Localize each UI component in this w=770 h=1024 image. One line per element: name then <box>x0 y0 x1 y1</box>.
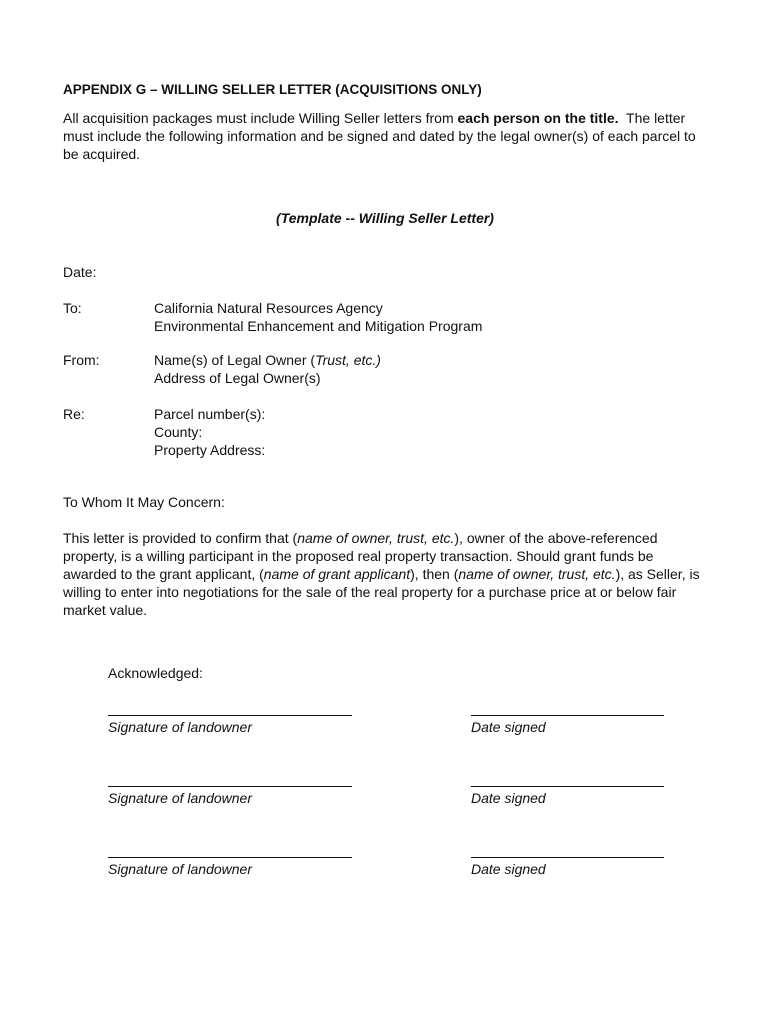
acknowledged-label: Acknowledged: <box>108 665 203 681</box>
body-paragraph <box>63 529 708 619</box>
from-line-1 <box>154 351 381 369</box>
from-label: From: <box>63 352 100 368</box>
date-signed-caption: Date signed <box>471 719 546 735</box>
body-italic-owner-2: name of owner, trust, etc. <box>458 566 616 582</box>
intro-paragraph <box>63 109 703 163</box>
signature-caption: Signature of landowner <box>108 861 252 877</box>
body-italic-owner: name of owner, trust, etc. <box>297 530 455 546</box>
intro-text-end: The letter must include the following information and be signed and dated by the legal owner(s) of each parcel to be acquired. <box>63 110 700 162</box>
intro-text-start: All acquisition packages must include Willing Seller letters from <box>63 110 458 126</box>
body-text-4: ), as Seller, is willing to enter into negotiations for the sale of the real property for a purchase price at or below fair market value. <box>63 566 700 618</box>
date-label: Date: <box>63 264 97 280</box>
from-line-2: Address of Legal Owner(s) <box>154 370 321 386</box>
signature-line <box>108 786 352 787</box>
re-line-address: Property Address: <box>154 442 266 458</box>
salutation: To Whom It May Concern: <box>63 494 225 510</box>
body-text-2: ), owner of the above-referenced property, is a willing participant in the proposed real property transaction. Should grant funds be awarded to the grant applicant, ( <box>63 530 658 582</box>
body-text-3: ), then ( <box>410 566 459 582</box>
date-signed-line <box>471 857 664 858</box>
body-text-1: This letter is provided to confirm that ( <box>63 530 298 546</box>
to-line-2: Environmental Enhancement and Mitigation Program <box>154 318 483 334</box>
signature-line <box>108 857 352 858</box>
re-lines <box>154 405 265 459</box>
date-signed-line <box>471 715 664 716</box>
body-italic-applicant: name of grant applicant <box>263 566 411 582</box>
to-line-1: California Natural Resources Agency <box>154 300 383 316</box>
from-line-1-text: Name(s) of Legal Owner ( <box>154 352 316 368</box>
from-lines <box>154 351 381 387</box>
date-signed-line <box>471 786 664 787</box>
date-signed-caption: Date signed <box>471 861 546 877</box>
intro-bold-text: each person on the title. <box>457 110 619 126</box>
template-title: (Template -- Willing Seller Letter) <box>276 210 494 226</box>
re-label: Re: <box>63 406 85 422</box>
signature-caption: Signature of landowner <box>108 790 252 806</box>
date-signed-caption: Date signed <box>471 790 546 806</box>
re-line-parcel: Parcel number(s): <box>154 406 266 422</box>
signature-line <box>108 715 352 716</box>
to-lines <box>154 299 482 335</box>
from-line-1-italic: Trust, etc.) <box>315 352 381 368</box>
to-label: To: <box>63 300 82 316</box>
appendix-heading: APPENDIX G – WILLING SELLER LETTER (ACQUISITIONS ONLY) <box>63 82 482 97</box>
signature-caption: Signature of landowner <box>108 719 252 735</box>
re-line-county: County: <box>154 424 203 440</box>
